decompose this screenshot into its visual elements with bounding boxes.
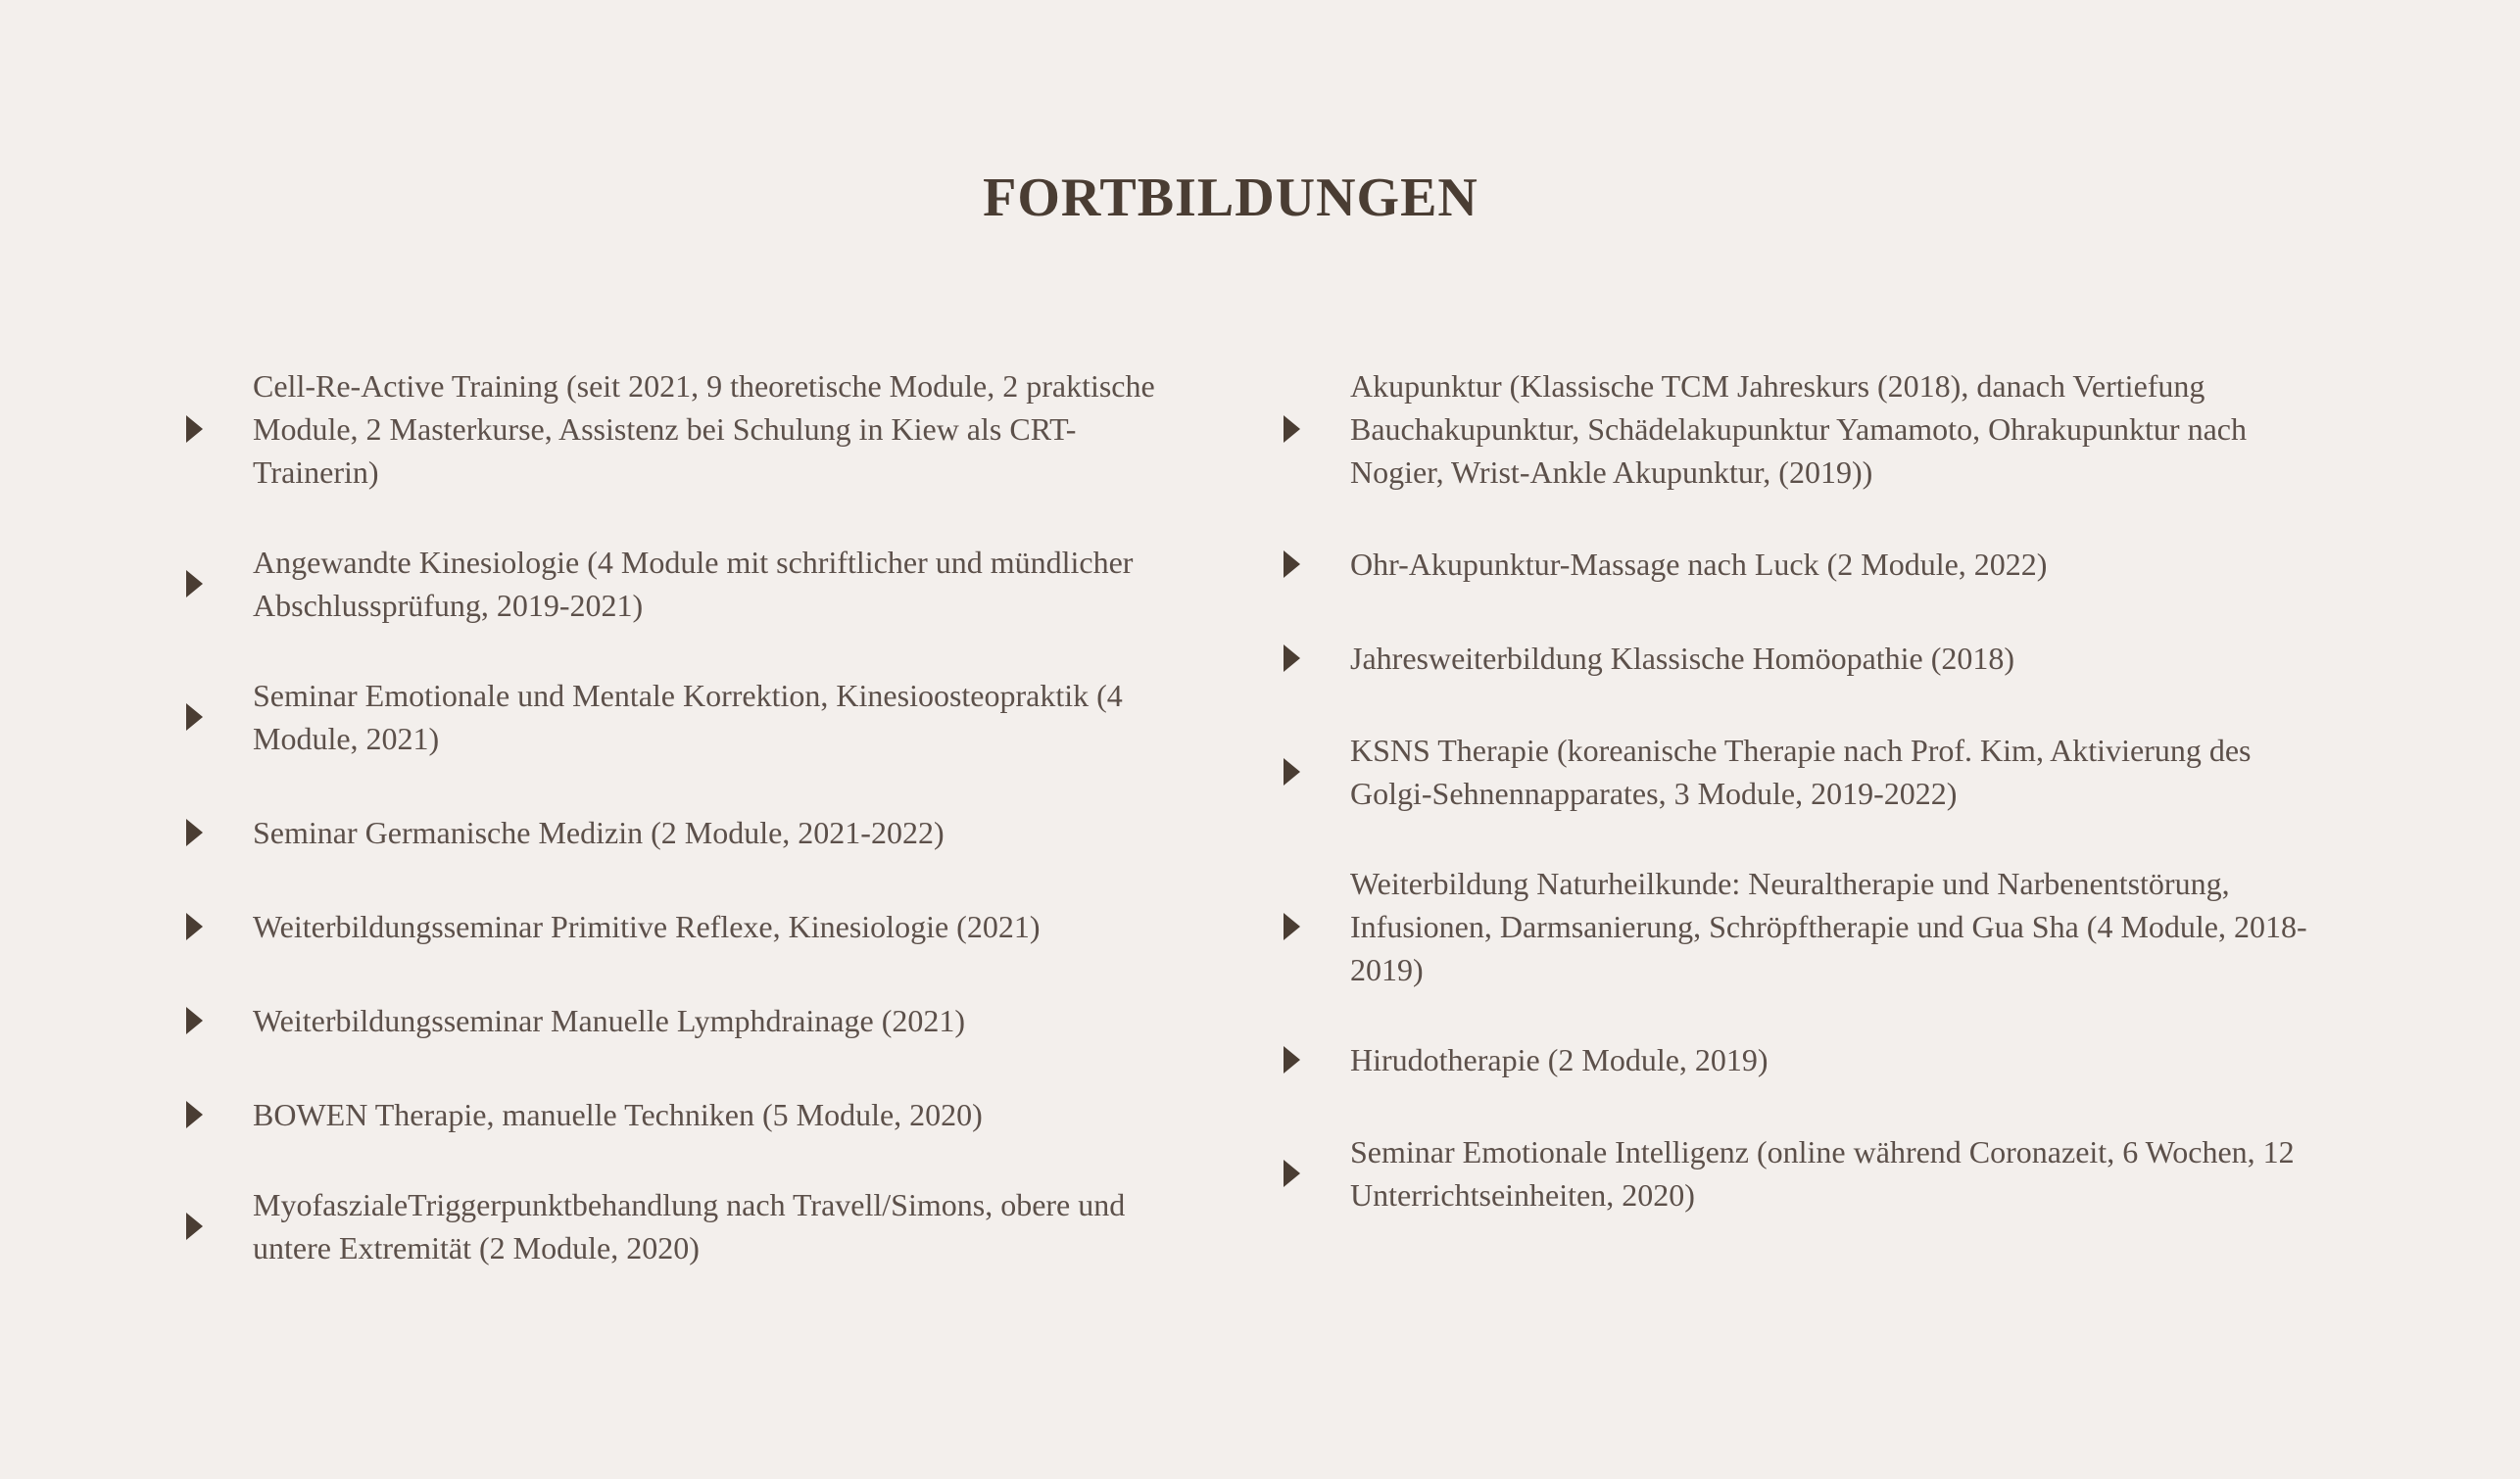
list-item <box>1284 1038 2322 1081</box>
list-item-text: Weiterbildungsseminar Manuelle Lymphdrainage (2021) <box>253 1003 965 1038</box>
triangle-bullet-icon <box>186 570 203 597</box>
triangle-bullet-icon <box>1284 1160 1300 1187</box>
list-item <box>186 541 1166 627</box>
triangle-bullet-icon <box>1284 758 1300 786</box>
triangle-bullet-icon <box>186 703 203 731</box>
list-item <box>1284 729 2322 815</box>
list-item <box>186 674 1166 760</box>
list-item <box>1284 1130 2322 1217</box>
list-item <box>186 1183 1166 1269</box>
triangle-bullet-icon <box>186 1213 203 1240</box>
list-item-text: BOWEN Therapie, manuelle Techniken (5 Module, 2020) <box>253 1097 983 1132</box>
list-item-text: KSNS Therapie (koreanische Therapie nach Prof. Kim, Aktivierung des Golgi-Sehnennapparates, 3 Module, 2019-2022) <box>1350 733 2252 811</box>
triangle-bullet-icon <box>1284 644 1300 672</box>
list-item-text: Hirudotherapie (2 Module, 2019) <box>1350 1042 1769 1077</box>
list-item-text: Seminar Germanische Medizin (2 Module, 2021-2022) <box>253 815 945 850</box>
triangle-bullet-icon <box>186 819 203 846</box>
list-item <box>186 905 1166 948</box>
list-item-text: Weiterbildungsseminar Primitive Reflexe, Kinesiologie (2021) <box>253 909 1041 944</box>
triangle-bullet-icon <box>186 913 203 940</box>
triangle-bullet-icon <box>186 1101 203 1128</box>
list-item-text: Akupunktur (Klassische TCM Jahreskurs (2018), danach Vertiefung Bauchakupunktur, Schädelakupunktur Yamamoto, Ohrakupunktur nach Nogier, Wrist-Ankle Akupunktur, (2019)) <box>1350 368 2247 490</box>
triangle-bullet-icon <box>1284 550 1300 578</box>
right-course-list <box>1284 364 2322 1217</box>
left-course-list <box>186 364 1166 1269</box>
triangle-bullet-icon <box>1284 913 1300 940</box>
list-item <box>1284 543 2322 586</box>
list-item-text: Ohr-Akupunktur-Massage nach Luck (2 Module, 2022) <box>1350 547 2048 582</box>
list-item-text: MyofaszialeTriggerpunktbehandlung nach Travell/Simons, obere und untere Extremität (2 Module, 2020) <box>253 1187 1126 1265</box>
list-item <box>186 1093 1166 1136</box>
list-item <box>186 811 1166 854</box>
list-item-text: Seminar Emotionale Intelligenz (online während Coronazeit, 6 Wochen, 12 Unterrichtseinheiten, 2020) <box>1350 1134 2295 1213</box>
list-item-text: Weiterbildung Naturheilkunde: Neuraltherapie und Narbenentstörung, Infusionen, Darmsanierung, Schröpftherapie und Gua Sha (4 Module, 2018-2019) <box>1350 866 2307 987</box>
list-item <box>186 364 1166 494</box>
list-item <box>1284 862 2322 991</box>
list-item <box>1284 364 2322 494</box>
page-title: FORTBILDUNGEN <box>983 167 1478 228</box>
triangle-bullet-icon <box>186 415 203 443</box>
triangle-bullet-icon <box>1284 1046 1300 1073</box>
triangle-bullet-icon <box>186 1007 203 1034</box>
list-item-text: Cell-Re-Active Training (seit 2021, 9 theoretische Module, 2 praktische Module, 2 Masterkurse, Assistenz bei Schulung in Kiew als CRT-Trainerin) <box>253 368 1155 490</box>
list-item-text: Jahresweiterbildung Klassische Homöopathie (2018) <box>1350 641 2015 676</box>
list-item <box>186 999 1166 1042</box>
list-item <box>1284 637 2322 680</box>
list-item-text: Seminar Emotionale und Mentale Korrektion, Kinesioosteopraktik (4 Module, 2021) <box>253 678 1123 756</box>
list-item-text: Angewandte Kinesiologie (4 Module mit schriftlicher und mündlicher Abschlussprüfung, 2019-2021) <box>253 545 1134 623</box>
triangle-bullet-icon <box>1284 415 1300 443</box>
